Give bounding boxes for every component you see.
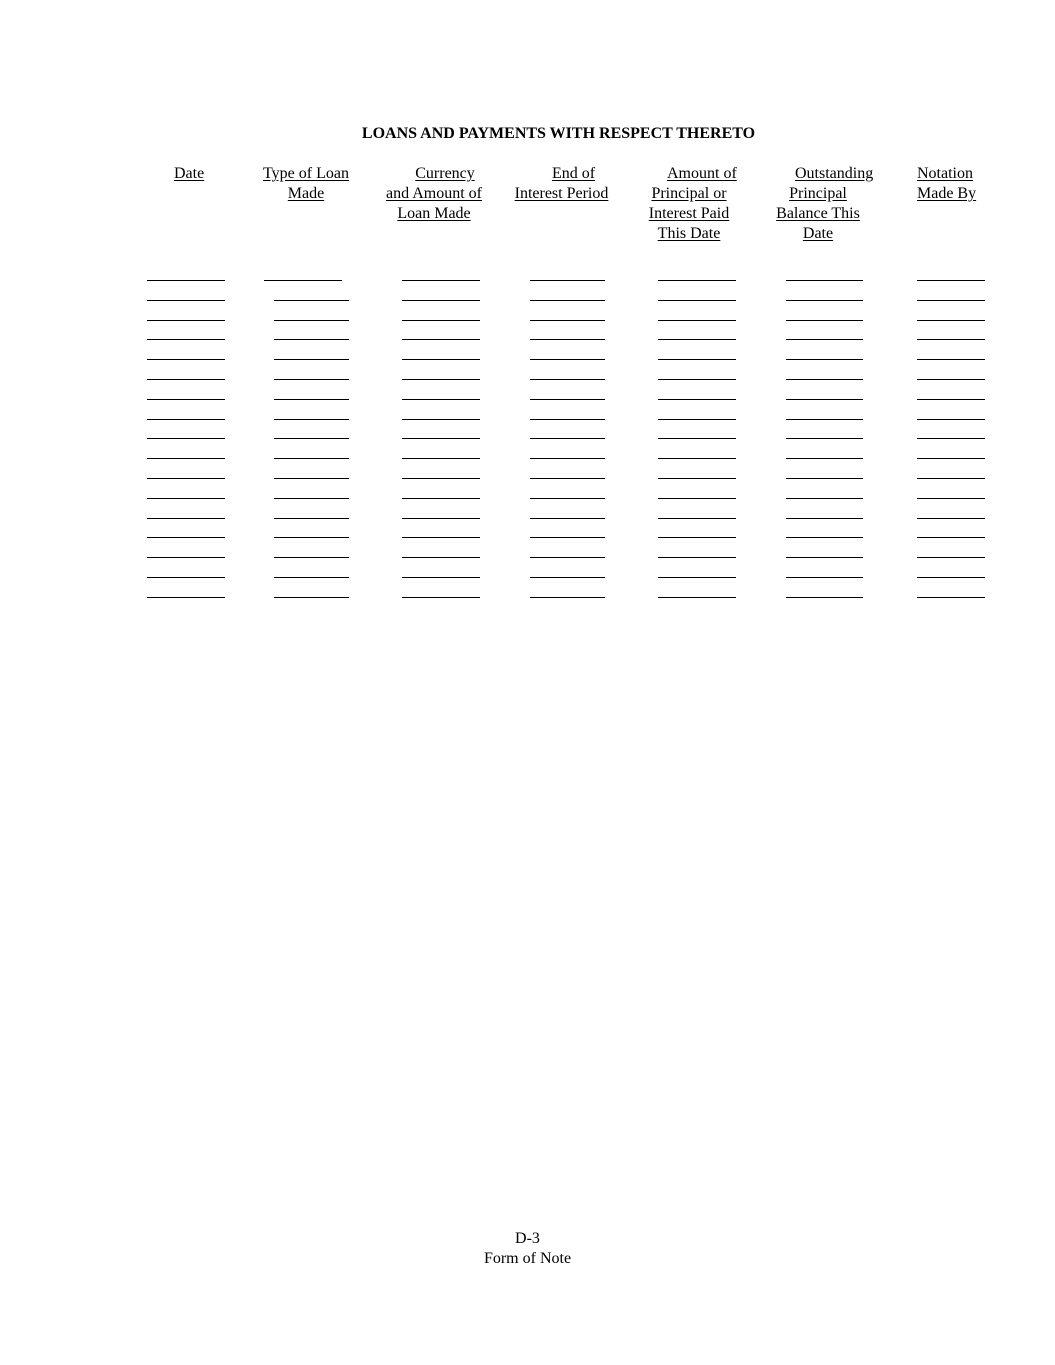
blank-entry-line (402, 280, 480, 281)
blank-entry-line (147, 300, 225, 301)
blank-entry-line (274, 537, 349, 538)
blank-entry-line (402, 300, 480, 301)
blank-entry-line (147, 359, 225, 360)
blank-entry-line (917, 438, 985, 439)
blank-entry-line (658, 518, 736, 519)
blank-entry-line (530, 419, 605, 420)
blank-entry-line (658, 577, 736, 578)
blank-entry-line (786, 577, 863, 578)
blank-entry-line (530, 280, 605, 281)
blank-entry-line (530, 399, 605, 400)
blank-entry-line (147, 438, 225, 439)
blank-entry-line (530, 458, 605, 459)
blank-entry-line (402, 320, 480, 321)
blank-entry-line (658, 280, 736, 281)
blank-entry-line (917, 339, 985, 340)
blank-entry-line (917, 557, 985, 558)
blank-entry-line (530, 339, 605, 340)
header-line: Type of Loan (263, 165, 349, 182)
blank-entry-line (530, 498, 605, 499)
header-line: End of (551, 165, 596, 182)
column-header-currency-amount (381, 164, 487, 224)
blank-entry-line (402, 379, 480, 380)
page-title: LOANS AND PAYMENTS WITH RESPECT THERETO (361, 125, 756, 142)
column-header-outstanding-balance (771, 164, 874, 244)
blank-entry-line (147, 518, 225, 519)
blank-entry-line (658, 320, 736, 321)
header-line: This Date (657, 225, 721, 242)
blank-entry-line (917, 577, 985, 578)
blank-entry-line (274, 577, 349, 578)
blank-entry-line (917, 280, 985, 281)
footer-label: Form of Note (483, 1250, 572, 1267)
blank-entry-line (274, 300, 349, 301)
blank-entry-line (530, 300, 605, 301)
blank-entry-line (274, 438, 349, 439)
header-line: Date (174, 165, 205, 182)
blank-entry-line (658, 438, 736, 439)
header-line: and Amount of (386, 185, 482, 202)
blank-entry-line (917, 478, 985, 479)
blank-entry-line (402, 557, 480, 558)
blank-entry-line (402, 359, 480, 360)
blank-entry-line (917, 359, 985, 360)
blank-entry-line (147, 597, 225, 598)
blank-entry-line (274, 419, 349, 420)
blank-entry-line (274, 458, 349, 459)
blank-entry-line (147, 320, 225, 321)
blank-entry-line (402, 577, 480, 578)
blank-entry-line (147, 399, 225, 400)
blank-entry-line (786, 518, 863, 519)
blank-entry-line (786, 537, 863, 538)
blank-entry-line (402, 438, 480, 439)
blank-entry-line (786, 498, 863, 499)
blank-entry-line (402, 399, 480, 400)
blank-entry-line (274, 498, 349, 499)
blank-entry-line (274, 557, 349, 558)
column-header-end-of-interest-period (511, 164, 612, 204)
header-line: Made (287, 185, 325, 202)
column-header-amount-paid (643, 164, 735, 244)
blank-entry-line (917, 419, 985, 420)
blank-entry-line (274, 518, 349, 519)
page-number: D-3 (515, 1230, 540, 1247)
blank-entry-line (147, 537, 225, 538)
blank-entry-line (530, 320, 605, 321)
blank-entry-line (402, 339, 480, 340)
blank-entry-line (147, 577, 225, 578)
column-header-date (174, 164, 204, 184)
blank-entry-line (658, 379, 736, 380)
blank-entry-line (917, 458, 985, 459)
blank-entry-line (147, 419, 225, 420)
blank-entry-line (402, 419, 480, 420)
blank-entry-line (658, 597, 736, 598)
blank-entry-line (147, 458, 225, 459)
header-line: Balance This (776, 205, 860, 222)
blank-entry-line (402, 458, 480, 459)
blank-entry-line (786, 419, 863, 420)
blank-entry-line (530, 438, 605, 439)
blank-entry-line (147, 280, 225, 281)
header-line: Interest Period (514, 185, 609, 202)
header-line: Amount of (667, 165, 737, 182)
blank-entry-line (658, 498, 736, 499)
blank-entry-line (402, 518, 480, 519)
blank-entry-line (530, 537, 605, 538)
blank-entry-line (786, 359, 863, 360)
blank-entry-line (786, 320, 863, 321)
blank-entry-line (917, 300, 985, 301)
blank-entry-line (917, 498, 985, 499)
blank-entry-line (786, 597, 863, 598)
blank-entry-line (530, 577, 605, 578)
blank-entry-line (530, 557, 605, 558)
blank-entry-line (264, 280, 342, 281)
blank-entry-line (274, 359, 349, 360)
blank-entry-line (786, 478, 863, 479)
header-line: Interest Paid (648, 205, 730, 222)
blank-entry-line (147, 478, 225, 479)
blank-entry-line (917, 597, 985, 598)
blank-entry-line (786, 379, 863, 380)
header-line: Outstanding (795, 165, 874, 182)
blank-entry-line (147, 379, 225, 380)
blank-entry-line (402, 498, 480, 499)
header-line: Date (802, 225, 834, 242)
blank-entry-line (147, 498, 225, 499)
blank-entry-line (786, 399, 863, 400)
blank-entry-line (147, 557, 225, 558)
blank-entry-line (658, 419, 736, 420)
blank-entry-line (530, 478, 605, 479)
blank-entry-line (786, 557, 863, 558)
blank-entry-line (274, 478, 349, 479)
blank-entry-line (786, 438, 863, 439)
blank-entry-line (658, 458, 736, 459)
header-line: Made By (917, 185, 977, 202)
blank-entry-line (658, 537, 736, 538)
header-line: Notation (917, 165, 973, 182)
blank-entry-line (917, 518, 985, 519)
blank-entry-line (917, 537, 985, 538)
header-line: Currency (415, 165, 475, 182)
blank-entry-line (530, 597, 605, 598)
blank-entry-line (530, 359, 605, 360)
blank-entry-line (917, 399, 985, 400)
blank-entry-line (147, 339, 225, 340)
blank-entry-line (786, 339, 863, 340)
blank-entry-line (917, 379, 985, 380)
blank-entry-line (402, 478, 480, 479)
blank-entry-line (786, 458, 863, 459)
blank-entry-line (402, 537, 480, 538)
header-line: Principal or (651, 185, 727, 202)
blank-entry-line (658, 359, 736, 360)
blank-entry-line (530, 518, 605, 519)
column-header-notation-made-by (917, 164, 976, 204)
blank-entry-line (274, 320, 349, 321)
blank-entry-line (917, 320, 985, 321)
blank-entry-line (274, 339, 349, 340)
blank-entry-line (530, 379, 605, 380)
column-header-type-of-loan (259, 164, 353, 204)
header-line: Loan Made (397, 205, 471, 222)
blank-entry-line (786, 300, 863, 301)
blank-entry-line (786, 280, 863, 281)
blank-entry-line (402, 597, 480, 598)
blank-entry-line (658, 300, 736, 301)
blank-entry-line (274, 379, 349, 380)
blank-entry-line (658, 478, 736, 479)
blank-entry-line (274, 399, 349, 400)
blank-entry-line (658, 339, 736, 340)
blank-entry-line (658, 399, 736, 400)
blank-entry-line (658, 557, 736, 558)
header-line: Principal (789, 185, 847, 202)
blank-entry-line (274, 597, 349, 598)
